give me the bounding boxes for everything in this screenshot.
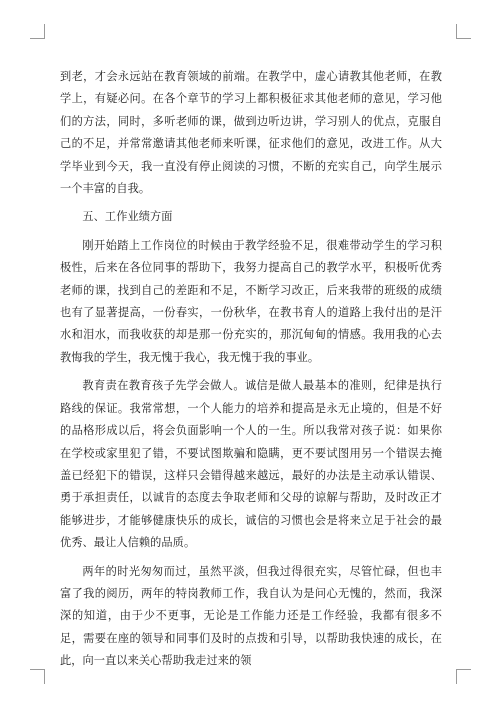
continued-paragraph: 到老，才会永远站在教育领域的前端。在教学中，虚心请教其他老师，在教学上，有疑必问。在各个章节的学习上都积极征求其他老师的意见，学习他们的方法，同时，多听老师的课，做到边听边讲，学习别人的优点，克服自己的不足，并常常邀请其他老师来听课，征求他们的意见，改进工作。从大学毕业到今天，我一直没有停止阅读的习惯，不断的充实自己，向学生展示一个丰富的自我。 xyxy=(60,70,442,196)
document-body xyxy=(60,66,442,673)
paragraph-integrity-education: 教育责在教育孩子先学会做人。诚信是做人最基本的准则，纪律是执行路线的保证。我常常想，一个人能力的培养和提高是永无止境的，但是不好的品格形成以后，将会负面影响一个人的一生。所以我常对孩子说：如果你在学校或家里犯了错，不要试图欺骗和隐瞒，更不要试图用另一个错误去掩盖已经犯下的错误，这样只会错得越来越远，最好的办法是主动承认错误、勇于承担责任，以诚肯的态度去争取老师和父母的谅解与帮助，及时改正才能够进步，才能够健康快乐的成长，诚信的习惯也会是将来立足于社会的最优秀、最让人信赖的品质。 xyxy=(60,379,442,550)
crop-mark-bottom-left xyxy=(30,669,45,684)
crop-mark-top-right xyxy=(456,24,471,39)
paragraph-work-results: 刚开始踏上工作岗位的时候由于教学经验不足，很难带动学生的学习积极性，后来在各位同事的帮助下，我努力提高自己的教学水平，积极听优秀老师的课，找到自己的差距和不足，不断学习改正，后来我带的班级的成绩也有了显著提高，一份春实，一份秋华，在教书育人的道路上我付出的是汗水和泪水，而我收获的却是那一份充实的，那沉甸甸的情感。我用我的心去教悔我的学生，我无愧于我心，我无愧于我的事业。 xyxy=(60,238,442,364)
paragraph-two-years-summary: 两年的时光匆匆而过，虽然平淡，但我过得很充实，尽管忙碌，但也丰富了我的阅历，两年的特岗教师工作，我自认为是问心无愧的，然而，我深深的知道，由于少不更事，无论是工作能力还是工作经验，我都有很多不足，需要在座的领导和同事们及时的点拨和引导，以帮助我快速的成长，在此，向一直以来关心帮助我走过来的领 xyxy=(60,564,442,668)
section-heading: 五、工作业绩方面 xyxy=(82,210,173,224)
crop-mark-top-left xyxy=(30,24,45,39)
crop-mark-bottom-right xyxy=(456,669,471,684)
